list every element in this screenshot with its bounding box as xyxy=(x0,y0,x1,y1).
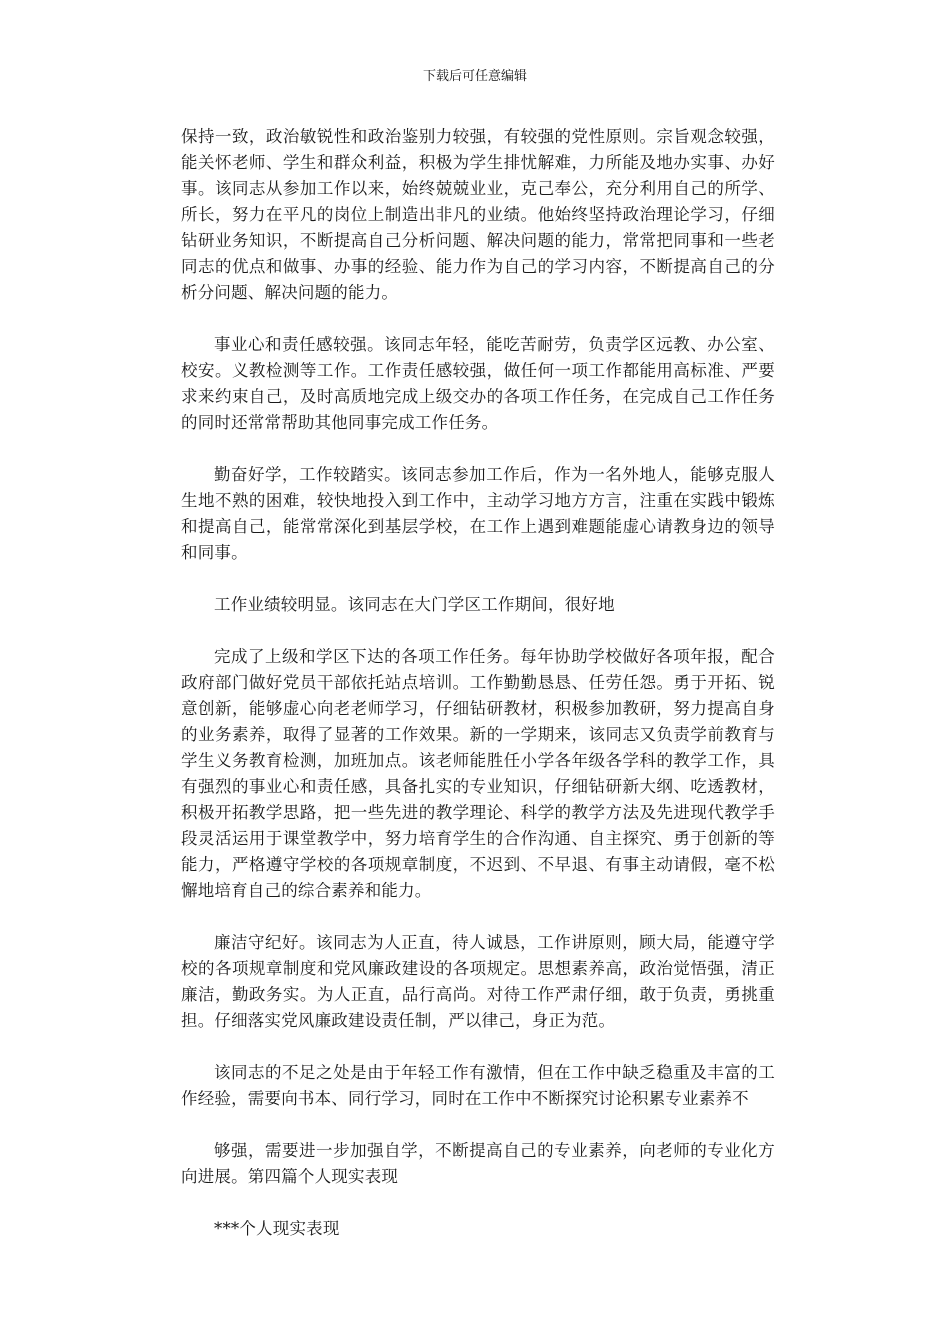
paragraph-4: 工作业绩较明显。该同志在大门学区工作期间，很好地 xyxy=(214,595,615,614)
paragraph-1: 保持一致，政治敏锐性和政治鉴别力较强，有较强的党性原则。宗旨观念较强，能关怀老师、学生和群众利益，积极为学生排忧解难，力所能及地办实事、办好事。该同志从参加工作以来，始终兢兢业业，克己奉公，充分利用自己的所学、所长，努力在平凡的岗位上制造出非凡的业绩。他始终坚持政治理论学习，仔细钻研业务知识，不断提高自己分析问题、解决问题的能力，常常把同事和一些老同志的优点和做事、办事的经验、能力作为自己的学习内容，不断提高自己的分析分问题、解决问题的能力。 xyxy=(181,127,775,302)
header-note: 下载后可任意编辑 xyxy=(422,69,527,84)
paragraph-2: 事业心和责任感较强。该同志年轻，能吃苦耐劳，负责学区远教、办公室、校安。义教检测等工作。工作责任感较强，做任何一项工作都能用高标准、严要求来约束自己，及时高质地完成上级交办的各项工作任务，在完成自己工作任务的同时还常常帮助其他同事完成工作任务。 xyxy=(181,335,775,432)
document-body xyxy=(181,124,775,1268)
paragraph-5: 完成了上级和学区下达的各项工作任务。每年协助学校做好各项年报，配合政府部门做好党员干部依托站点培训。工作勤勤恳恳、任劳任怨。勇于开拓、锐意创新，能够虚心向老老师学习，仔细钻研教材，积极参加教研，努力提高自身的业务素养，取得了显著的工作效果。新的一学期来，该同志又负责学前教育与学生义务教育检测，加班加点。该老师能胜任小学各年级各学科的教学工作，具有强烈的事业心和责任感，具备扎实的专业知识，仔细钻研新大纲、吃透教材，积极开拓教学思路，把一些先进的教学理论、科学的教学方法及先进现代教学手段灵活运用于课堂教学中，努力培育学生的合作沟通、自主探究、勇于创新的等能力，严格遵守学校的各项规章制度，不迟到、不早退、有事主动请假，毫不松懈地培育自己的综合素养和能力。 xyxy=(181,647,775,900)
paragraph-7: 该同志的不足之处是由于年轻工作有激情，但在工作中缺乏稳重及丰富的工作经验，需要向书本、同行学习，同时在工作中不断探究讨论积累专业素养不 xyxy=(181,1063,775,1108)
paragraph-3: 勤奋好学，工作较踏实。该同志参加工作后，作为一名外地人，能够克服人生地不熟的困难，较快地投入到工作中，主动学习地方方言，注重在实践中锻炼和提高自己，能常常深化到基层学校，在工作上遇到难题能虚心请教身边的领导和同事。 xyxy=(181,465,775,562)
paragraph-9: ***个人现实表现 xyxy=(214,1219,340,1238)
paragraph-8: 够强，需要进一步加强自学，不断提高自己的专业素养，向老师的专业化方向进展。第四篇个人现实表现 xyxy=(181,1141,775,1186)
paragraph-6: 廉洁守纪好。该同志为人正直，待人诚恳，工作讲原则，顾大局，能遵守学校的各项规章制度和党风廉政建设的各项规定。思想素养高，政治觉悟强，清正廉洁，勤政务实。为人正直，品行高尚。对待工作严肃仔细，敢于负责，勇挑重担。仔细落实党风廉政建设责任制，严以律己，身正为范。 xyxy=(181,933,775,1030)
